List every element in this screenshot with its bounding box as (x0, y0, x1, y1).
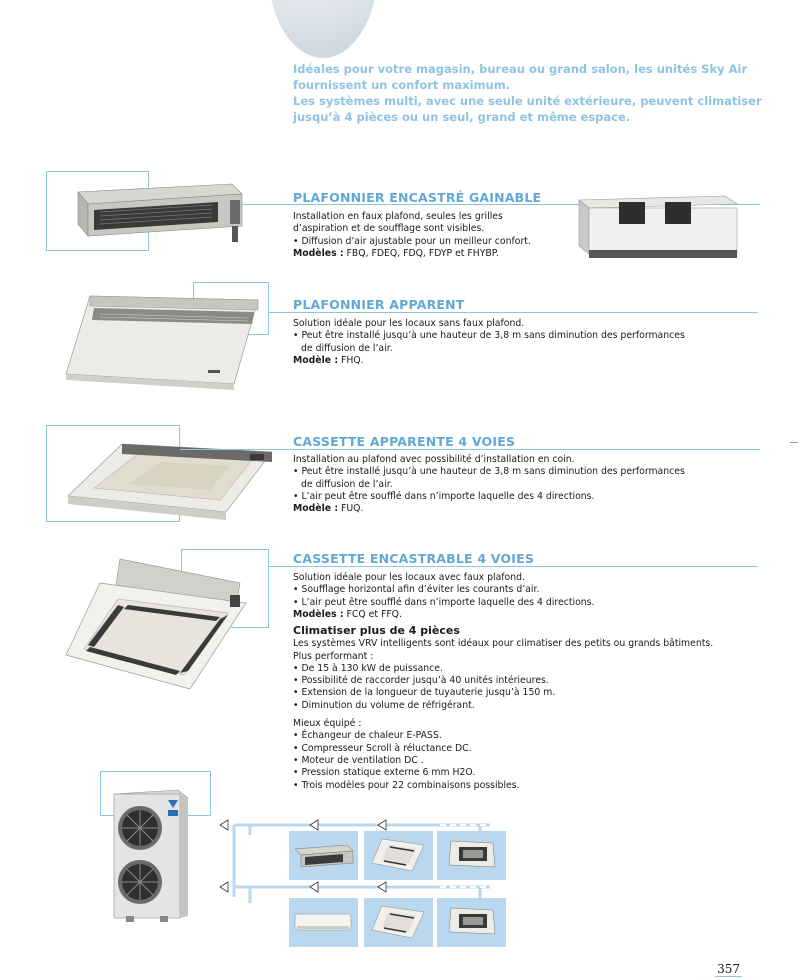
ceiling-cassette-unit-image (60, 440, 280, 522)
equip-item: • Moteur de ventilation DC . (293, 754, 424, 766)
ducted-unit-image (70, 178, 250, 250)
body-line: Solution idéale pour les locaux sans faux plafond. (293, 318, 525, 329)
body-line: • Diffusion d’air ajustable pour un meilleur confort. (293, 235, 531, 247)
perf-label: Plus performant : (293, 650, 374, 662)
body-line: Solution idéale pour les locaux avec faux plafond. (293, 572, 525, 583)
body-line: • Peut être installé jusqu’à une hauteur de 3,8 m sans diminution des performances (293, 466, 685, 478)
margin-mark (790, 442, 798, 443)
intro-line: Les systèmes multi, avec une seule unité extérieure, peuvent climatiser (293, 94, 762, 108)
equip-label: Mieux équipé : (293, 718, 362, 730)
equip-item: • Compresseur Scroll à réluctance DC. (293, 742, 472, 754)
outdoor-unit-image (108, 786, 192, 926)
section-title: CASSETTE ENCASTRABLE 4 VOIES (293, 551, 535, 566)
section-body (293, 454, 733, 515)
intro-text (293, 61, 763, 125)
equip-item: • Trois modèles pour 22 combinaisons possibles. (293, 779, 520, 791)
multi-block (293, 621, 753, 792)
section-rule (268, 566, 758, 567)
cassette-thumb-image (364, 831, 433, 880)
cassette-compact-thumb-image (437, 831, 506, 880)
multi-title: Climatiser plus de 4 pièces (293, 624, 460, 637)
indoor-unit-thumb (364, 898, 433, 947)
ducted-thumb-image (289, 831, 358, 880)
perf-item: • Possibilité de raccorder jusqu’à 40 unités intérieures. (293, 675, 549, 687)
section-title: PLAFONNIER APPARENT (293, 297, 465, 312)
equip-item: • Échangeur de chaleur E-PASS. (293, 730, 442, 742)
indoor-unit-thumb (289, 898, 358, 947)
models-line: Modèles : FBQ, FDEQ, FDQ, FDYP et FHYBP. (293, 247, 499, 259)
body-line: • L’air peut être soufflé dans n’importe laquelle des 4 directions. (293, 490, 595, 502)
perf-item: • De 15 à 130 kW de puissance. (293, 662, 443, 674)
section-title: CASSETTE APPARENTE 4 VOIES (293, 434, 516, 449)
body-line: • Soufflage horizontal afin d’éviter les courants d’air. (293, 584, 540, 596)
section-body (293, 318, 733, 367)
section-body (293, 572, 733, 621)
models-line: Modèles : FCQ et FFQ. (293, 608, 402, 620)
models-line: Modèle : FUQ. (293, 503, 364, 515)
section-title: PLAFONNIER ENCASTRÉ GAINABLE (293, 190, 542, 205)
body-line: Installation en faux plafond, seules les grilles (293, 211, 503, 222)
recessed-cassette-unit-image (60, 555, 260, 695)
intro-line: fournissent un confort maximum. (293, 78, 511, 92)
intro-line: jusqu’à 4 pièces ou un seul, grand et même espace. (293, 110, 631, 124)
body-line: • Peut être installé jusqu’à une hauteur de 3,8 m sans diminution des performances (293, 330, 685, 342)
intro-line: Idéales pour votre magasin, bureau ou grand salon, les unités Sky Air (293, 62, 748, 76)
body-line: Installation au plafond avec possibilité d’installation en coin. (293, 454, 575, 465)
multi-intro: Les systèmes VRV intelligents sont idéaux pour climatiser des petits ou grands bâtiments. (293, 638, 714, 650)
models-line: Modèle : FHQ. (293, 354, 364, 366)
ceiling-suspended-unit-image (58, 288, 268, 398)
section-rule (180, 449, 760, 450)
section-body (293, 211, 578, 260)
body-line: d’aspiration et de soufflage sont visibles. (293, 223, 485, 235)
page-number: 357 (717, 962, 740, 976)
cassette-compact-thumb-image (437, 898, 506, 947)
indoor-unit-thumb (437, 898, 506, 947)
cassette-thumb-image (364, 898, 433, 947)
wall-unit-thumb-image (289, 898, 358, 947)
indoor-unit-thumb (437, 831, 506, 880)
indoor-unit-thumb (289, 831, 358, 880)
ducted-unit-front-image (575, 190, 743, 262)
decorative-arc (268, 0, 378, 58)
perf-item: • Diminution du volume de réfrigérant. (293, 699, 475, 711)
equip-item: • Pression statique externe 6 mm H2O. (293, 767, 476, 779)
body-line: de diffusion de l’air. (301, 478, 393, 490)
perf-item: • Extension de la longueur de tuyauterie jusqu’à 150 m. (293, 687, 556, 699)
body-line: • L’air peut être soufflé dans n’importe laquelle des 4 directions. (293, 596, 595, 608)
body-line: de diffusion de l’air. (301, 342, 393, 354)
section-rule (268, 312, 758, 313)
indoor-unit-thumb (364, 831, 433, 880)
